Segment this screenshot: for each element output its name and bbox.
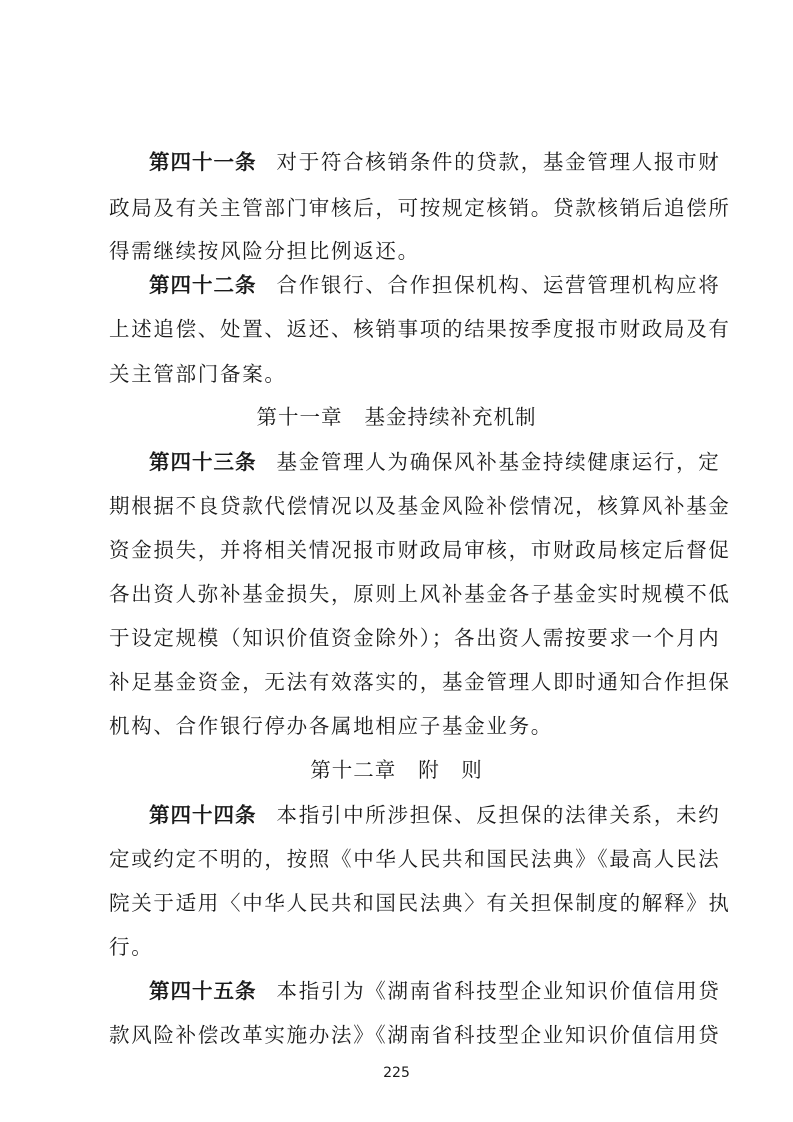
article-45-line-1 xyxy=(149,971,721,1011)
chapter-11-number: 第十一章 xyxy=(256,405,343,429)
chapter-12-number: 第十二章 xyxy=(310,758,397,782)
article-41-line-3: 得需继续按风险分担比例返还。 xyxy=(109,239,420,263)
article-44-number: 第四十四条 xyxy=(149,803,257,827)
article-43-line-5: 于设定规模（知识价值资金除外）；各出资人需按要求一个月内 xyxy=(109,626,721,650)
chapter-12-heading xyxy=(0,750,793,790)
article-43-number: 第四十三条 xyxy=(149,450,257,474)
article-43-line-7: 机构、合作银行停办各属地相应子基金业务。 xyxy=(109,714,553,738)
article-43-line-2: 期根据不良贷款代偿情况以及基金风险补偿情况，核算风补基金 xyxy=(109,494,731,518)
article-42-line-1 xyxy=(149,265,721,305)
article-41-number: 第四十一条 xyxy=(149,150,257,174)
article-45-text-1: 本指引为《湖南省科技型企业知识价值信用贷 xyxy=(276,979,721,1003)
article-42-text-1: 合作银行、合作担保机构、运营管理机构应将 xyxy=(276,273,721,297)
page-number: 225 xyxy=(383,1065,410,1081)
article-44-line-1 xyxy=(149,795,721,835)
article-42-number: 第四十二条 xyxy=(149,273,257,297)
article-44-text-1: 本指引中所涉担保、反担保的法律关系，未约 xyxy=(276,803,721,827)
article-43-line-1 xyxy=(149,442,721,482)
article-44-line-4: 行。 xyxy=(109,935,154,959)
article-43-line-3: 资金损失，并将相关情况报市财政局审核，市财政局核定后督促 xyxy=(109,538,731,562)
article-41-text-1: 对于符合核销条件的贷款，基金管理人报市财 xyxy=(276,150,721,174)
article-43-line-4: 各出资人弥补基金损失，原则上风补基金各子基金实时规模不低 xyxy=(109,582,731,606)
article-42-line-2: 上述追偿、处置、返还、核销事项的结果按季度报市财政局及有 xyxy=(109,317,731,341)
article-44-line-2: 定或约定不明的，按照《中华人民共和国民法典》《最高人民法 xyxy=(109,847,721,871)
chapter-12-title: 附 则 xyxy=(418,758,483,782)
article-45-line-2: 款风险补偿改革实施办法》《湖南省科技型企业知识价值信用贷 xyxy=(109,1023,721,1047)
article-45-number: 第四十五条 xyxy=(149,979,257,1003)
chapter-11-title: 基金持续补充机制 xyxy=(364,405,537,429)
article-42-line-3: 关主管部门备案。 xyxy=(109,362,287,386)
article-41-line-1 xyxy=(149,142,721,182)
article-44-line-3: 院关于适用〈中华人民共和国民法典〉有关担保制度的解释》执 xyxy=(109,891,731,915)
chapter-11-heading xyxy=(0,397,793,437)
article-43-text-1: 基金管理人为确保风补基金持续健康运行，定 xyxy=(276,450,721,474)
article-41-line-2: 政局及有关主管部门审核后，可按规定核销。贷款核销后追偿所 xyxy=(109,196,731,220)
article-43-line-6: 补足基金资金，无法有效落实的，基金管理人即时通知合作担保 xyxy=(109,670,731,694)
